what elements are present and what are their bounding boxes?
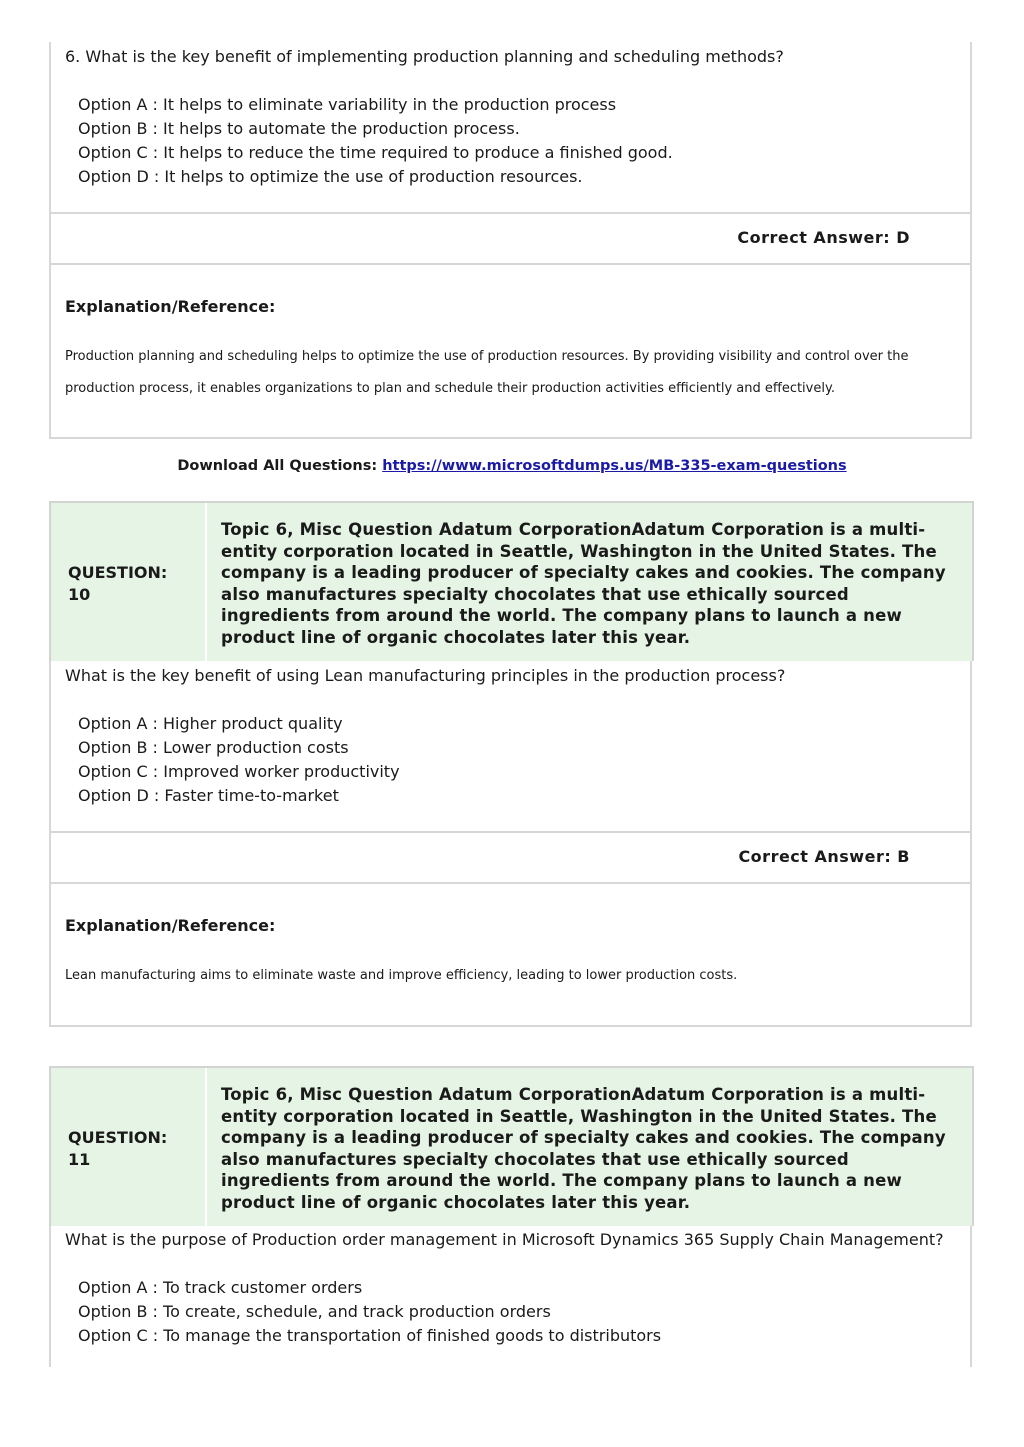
topic-text: Topic 6, Misc Question Adatum CorporationAdatum Corporation is a multi-entity corporation located in Seattle, Washington in the United States. The company is a leading producer of specialty cakes and cookies. The company also manufactures specialty chocolates that use ethically sourced ingredients from around the world. The company plans to launch a new product line of organic chocolates later this year. [221, 520, 946, 647]
explanation-title: Explanation/Reference: [65, 297, 276, 316]
option-a: Option A : It helps to eliminate variability in the production process [78, 95, 617, 114]
question-label: QUESTION: 11 [68, 1128, 168, 1169]
option-b: Option B : It helps to automate the production process. [78, 119, 520, 138]
question-6-card [49, 42, 972, 439]
option-c: Option C : To manage the transportation of finished goods to distributors [78, 1326, 662, 1345]
question-6-text: 6. What is the key benefit of implementing production planning and scheduling methods? [65, 47, 784, 66]
question-number: 11 [68, 1150, 91, 1169]
download-label: Download All Questions: [177, 458, 378, 474]
option-c: Option C : It helps to reduce the time required to produce a finished good. [78, 143, 673, 162]
option-d: Option D : It helps to optimize the use of production resources. [78, 167, 583, 186]
question-10-text: What is the key benefit of using Lean manufacturing principles in the production process? [65, 666, 786, 685]
option-c: Option C : Improved worker productivity [78, 762, 400, 781]
explanation-text: Production planning and scheduling helps to optimize the use of production resources. By providing visibility and control over the production process, it enables organizations to plan and schedule their production activities efficiently and effectively. [65, 349, 909, 396]
explanation-text: Lean manufacturing aims to eliminate waste and improve efficiency, leading to lower production costs. [65, 968, 738, 983]
divider [51, 263, 970, 265]
question-10-header [49, 501, 974, 661]
download-link[interactable]: https://www.microsoftdumps.us/MB-335-exam-questions [382, 458, 847, 474]
question-10-card [49, 661, 972, 1027]
question-10-options [51, 712, 400, 808]
question-11-text: What is the purpose of Production order management in Microsoft Dynamics 365 Supply Chain Management? [65, 1230, 944, 1249]
question-6-options [51, 93, 673, 189]
question-11-options [51, 1276, 661, 1348]
question-11-header [49, 1066, 974, 1226]
question-label: QUESTION: 10 [68, 563, 168, 604]
option-a: Option A : Higher product quality [78, 714, 343, 733]
correct-answer: Correct Answer: B [738, 847, 910, 866]
option-d: Option D : Faster time-to-market [78, 786, 339, 805]
topic-text: Topic 6, Misc Question Adatum CorporationAdatum Corporation is a multi-entity corporation located in Seattle, Washington in the United States. The company is a leading producer of specialty cakes and cookies. The company also manufactures specialty chocolates that use ethically sourced ingredients from around the world. The company plans to launch a new product line of organic chocolates later this year. [221, 1085, 946, 1212]
download-line [0, 458, 1024, 474]
divider [51, 831, 970, 833]
explanation-title: Explanation/Reference: [65, 916, 276, 935]
header-divider [205, 503, 207, 661]
correct-answer: Correct Answer: D [737, 228, 910, 247]
option-b: Option B : Lower production costs [78, 738, 349, 757]
question-11-card [49, 1226, 972, 1367]
option-b: Option B : To create, schedule, and track production orders [78, 1302, 551, 1321]
header-divider [205, 1068, 207, 1226]
divider [51, 212, 970, 214]
question-number: 10 [68, 585, 91, 604]
option-a: Option A : To track customer orders [78, 1278, 363, 1297]
divider [51, 882, 970, 884]
